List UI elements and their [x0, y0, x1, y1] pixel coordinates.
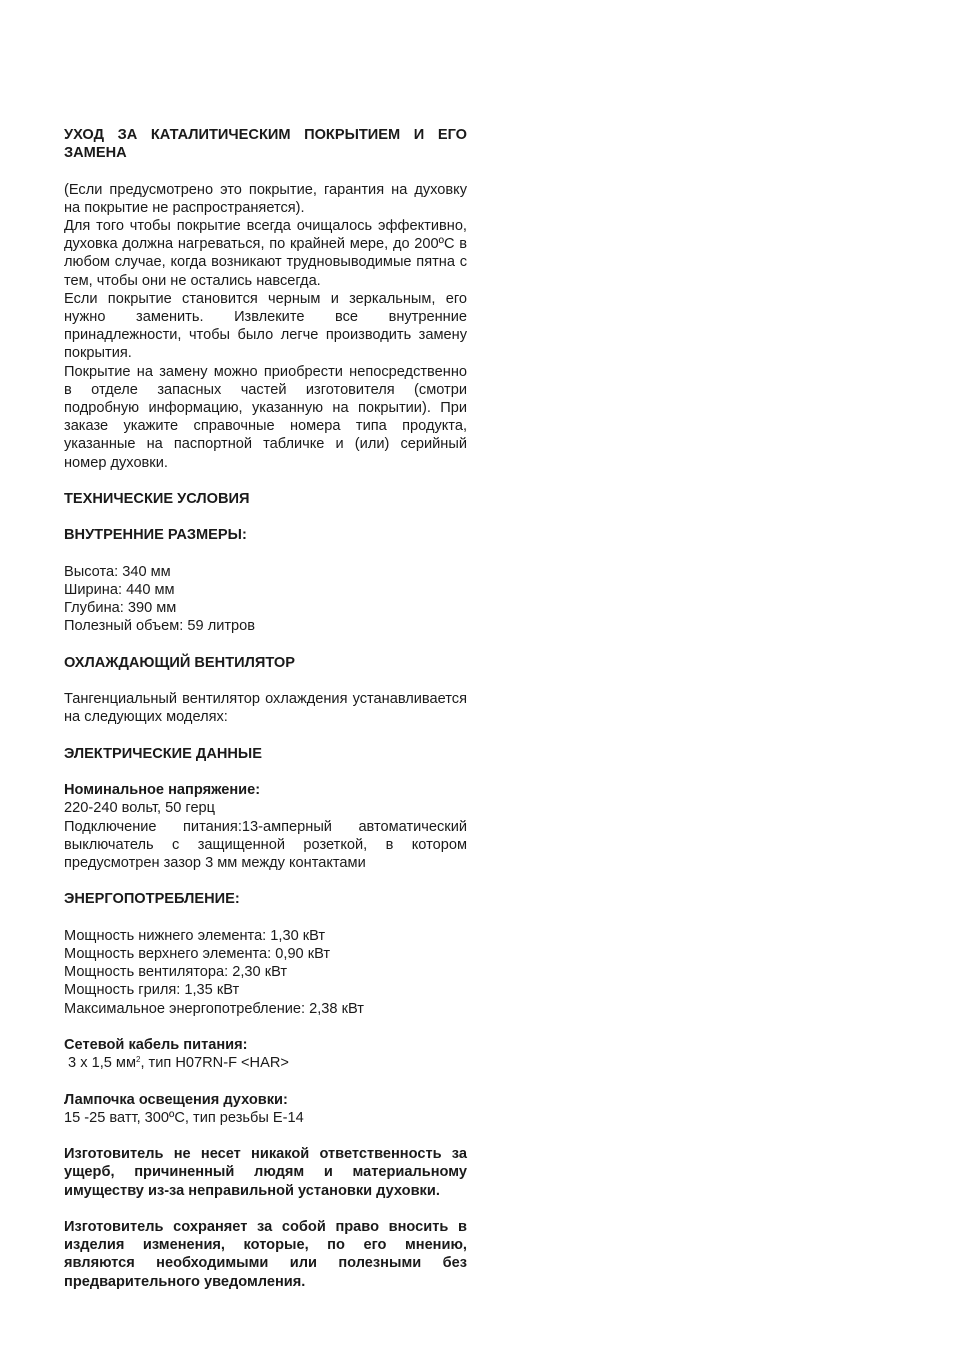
cable-value	[64, 1054, 467, 1072]
spacer	[64, 162, 467, 180]
cable-value-superscript: 2	[136, 1055, 141, 1065]
consumption-line: Мощность верхнего элемента: 0,90 кВт	[64, 945, 331, 962]
dimension-line: Полезный объем: 59 литров	[64, 618, 256, 635]
paragraph: (Если предусмотрено это покрытие, гарантия на духовку на покрытие не распространяется).	[64, 181, 467, 216]
dimension-line: Высота: 340 мм	[64, 563, 171, 580]
cable-label: Сетевой кабель питания:	[64, 1036, 248, 1053]
lamp-value: 15 -25 ватт, 300ºC, тип резьбы E-14	[64, 1109, 304, 1126]
spacer	[64, 472, 467, 490]
cable-value-suffix: , тип H07RN-F <HAR>	[140, 1055, 289, 1072]
dimension-line: Ширина: 440 мм	[64, 582, 175, 599]
spacer	[64, 872, 467, 890]
section-title-fan: ОХЛАЖДАЮЩИЙ ВЕНТИЛЯТОР	[64, 654, 295, 671]
section-title-dimensions: ВНУТРЕННИЕ РАЗМЕРЫ:	[64, 527, 247, 544]
section-title-catalytic: УХОД ЗА КАТАЛИТИЧЕСКИМ ПОКРЫТИЕМ И ЕГО ЗАМЕНА	[64, 127, 467, 162]
spacer	[64, 727, 467, 745]
spacer	[64, 763, 467, 781]
paragraph: Если покрытие становится черным и зеркальным, его нужно заменить. Извлеките все внутренние принадлежности, чтобы было легче производить замену покрытия.	[64, 290, 467, 362]
page-column	[64, 126, 467, 1291]
spacer	[64, 508, 467, 526]
consumption-line: Мощность гриля: 1,35 кВт	[64, 982, 240, 999]
consumption-line: Мощность вентилятора: 2,30 кВт	[64, 964, 288, 981]
spacer	[64, 545, 467, 563]
spacer	[64, 1072, 467, 1090]
section-title-consumption: ЭНЕРГОПОТРЕБЛЕНИЕ:	[64, 891, 240, 908]
lamp-label: Лампочка освещения духовки:	[64, 1091, 288, 1108]
spacer	[64, 636, 467, 654]
spacer	[64, 672, 467, 690]
disclaimer-changes: Изготовитель сохраняет за собой право вносить в изделия изменения, которые, по его мнению, являются необходимыми или полезными без предварительного уведомления.	[64, 1218, 467, 1290]
section-title-electrical: ЭЛЕКТРИЧЕСКИЕ ДАННЫЕ	[64, 745, 262, 762]
spacer	[64, 909, 467, 927]
connection-text: Подключение питания:13-амперный автоматический выключатель с защищенной розеткой, в котором предусмотрен зазор 3 мм между контактами	[64, 818, 467, 871]
consumption-line: Максимальное энергопотребление: 2,38 кВт	[64, 1000, 364, 1017]
fan-text: Тангенциальный вентилятор охлаждения устанавливается на следующих моделях:	[64, 691, 467, 726]
consumption-line: Мощность нижнего элемента: 1,30 кВт	[64, 927, 326, 944]
voltage-value: 220-240 вольт, 50 герц	[64, 800, 216, 817]
spacer	[64, 1127, 467, 1145]
paragraph: Покрытие на замену можно приобрести непосредственно в отделе запасных частей изготовителя (смотри подробную информацию, указанную на покрытии). При заказе укажите справочные номера типа продукта, указанные на паспортной табличке и (или) серийный номер духовки.	[64, 363, 467, 471]
cable-value-prefix: 3 x 1,5 мм	[64, 1055, 136, 1072]
disclaimer-liability: Изготовитель не несет никакой ответственность за ущерб, причиненный людям и материальному имуществу из-за неправильной установки духовки.	[64, 1146, 467, 1199]
voltage-label: Номинальное напряжение:	[64, 782, 261, 799]
spacer	[64, 1018, 467, 1036]
section-title-technical: ТЕХНИЧЕСКИЕ УСЛОВИЯ	[64, 491, 250, 508]
paragraph: Для того чтобы покрытие всегда очищалось эффективно, духовка должна нагреваться, по крайней мере, до 200ºC в любом случае, когда возникают трудновыводимые пятна с тем, чтобы они не остались навсегда.	[64, 218, 467, 289]
spacer	[64, 1200, 467, 1218]
dimension-line: Глубина: 390 мм	[64, 600, 177, 617]
